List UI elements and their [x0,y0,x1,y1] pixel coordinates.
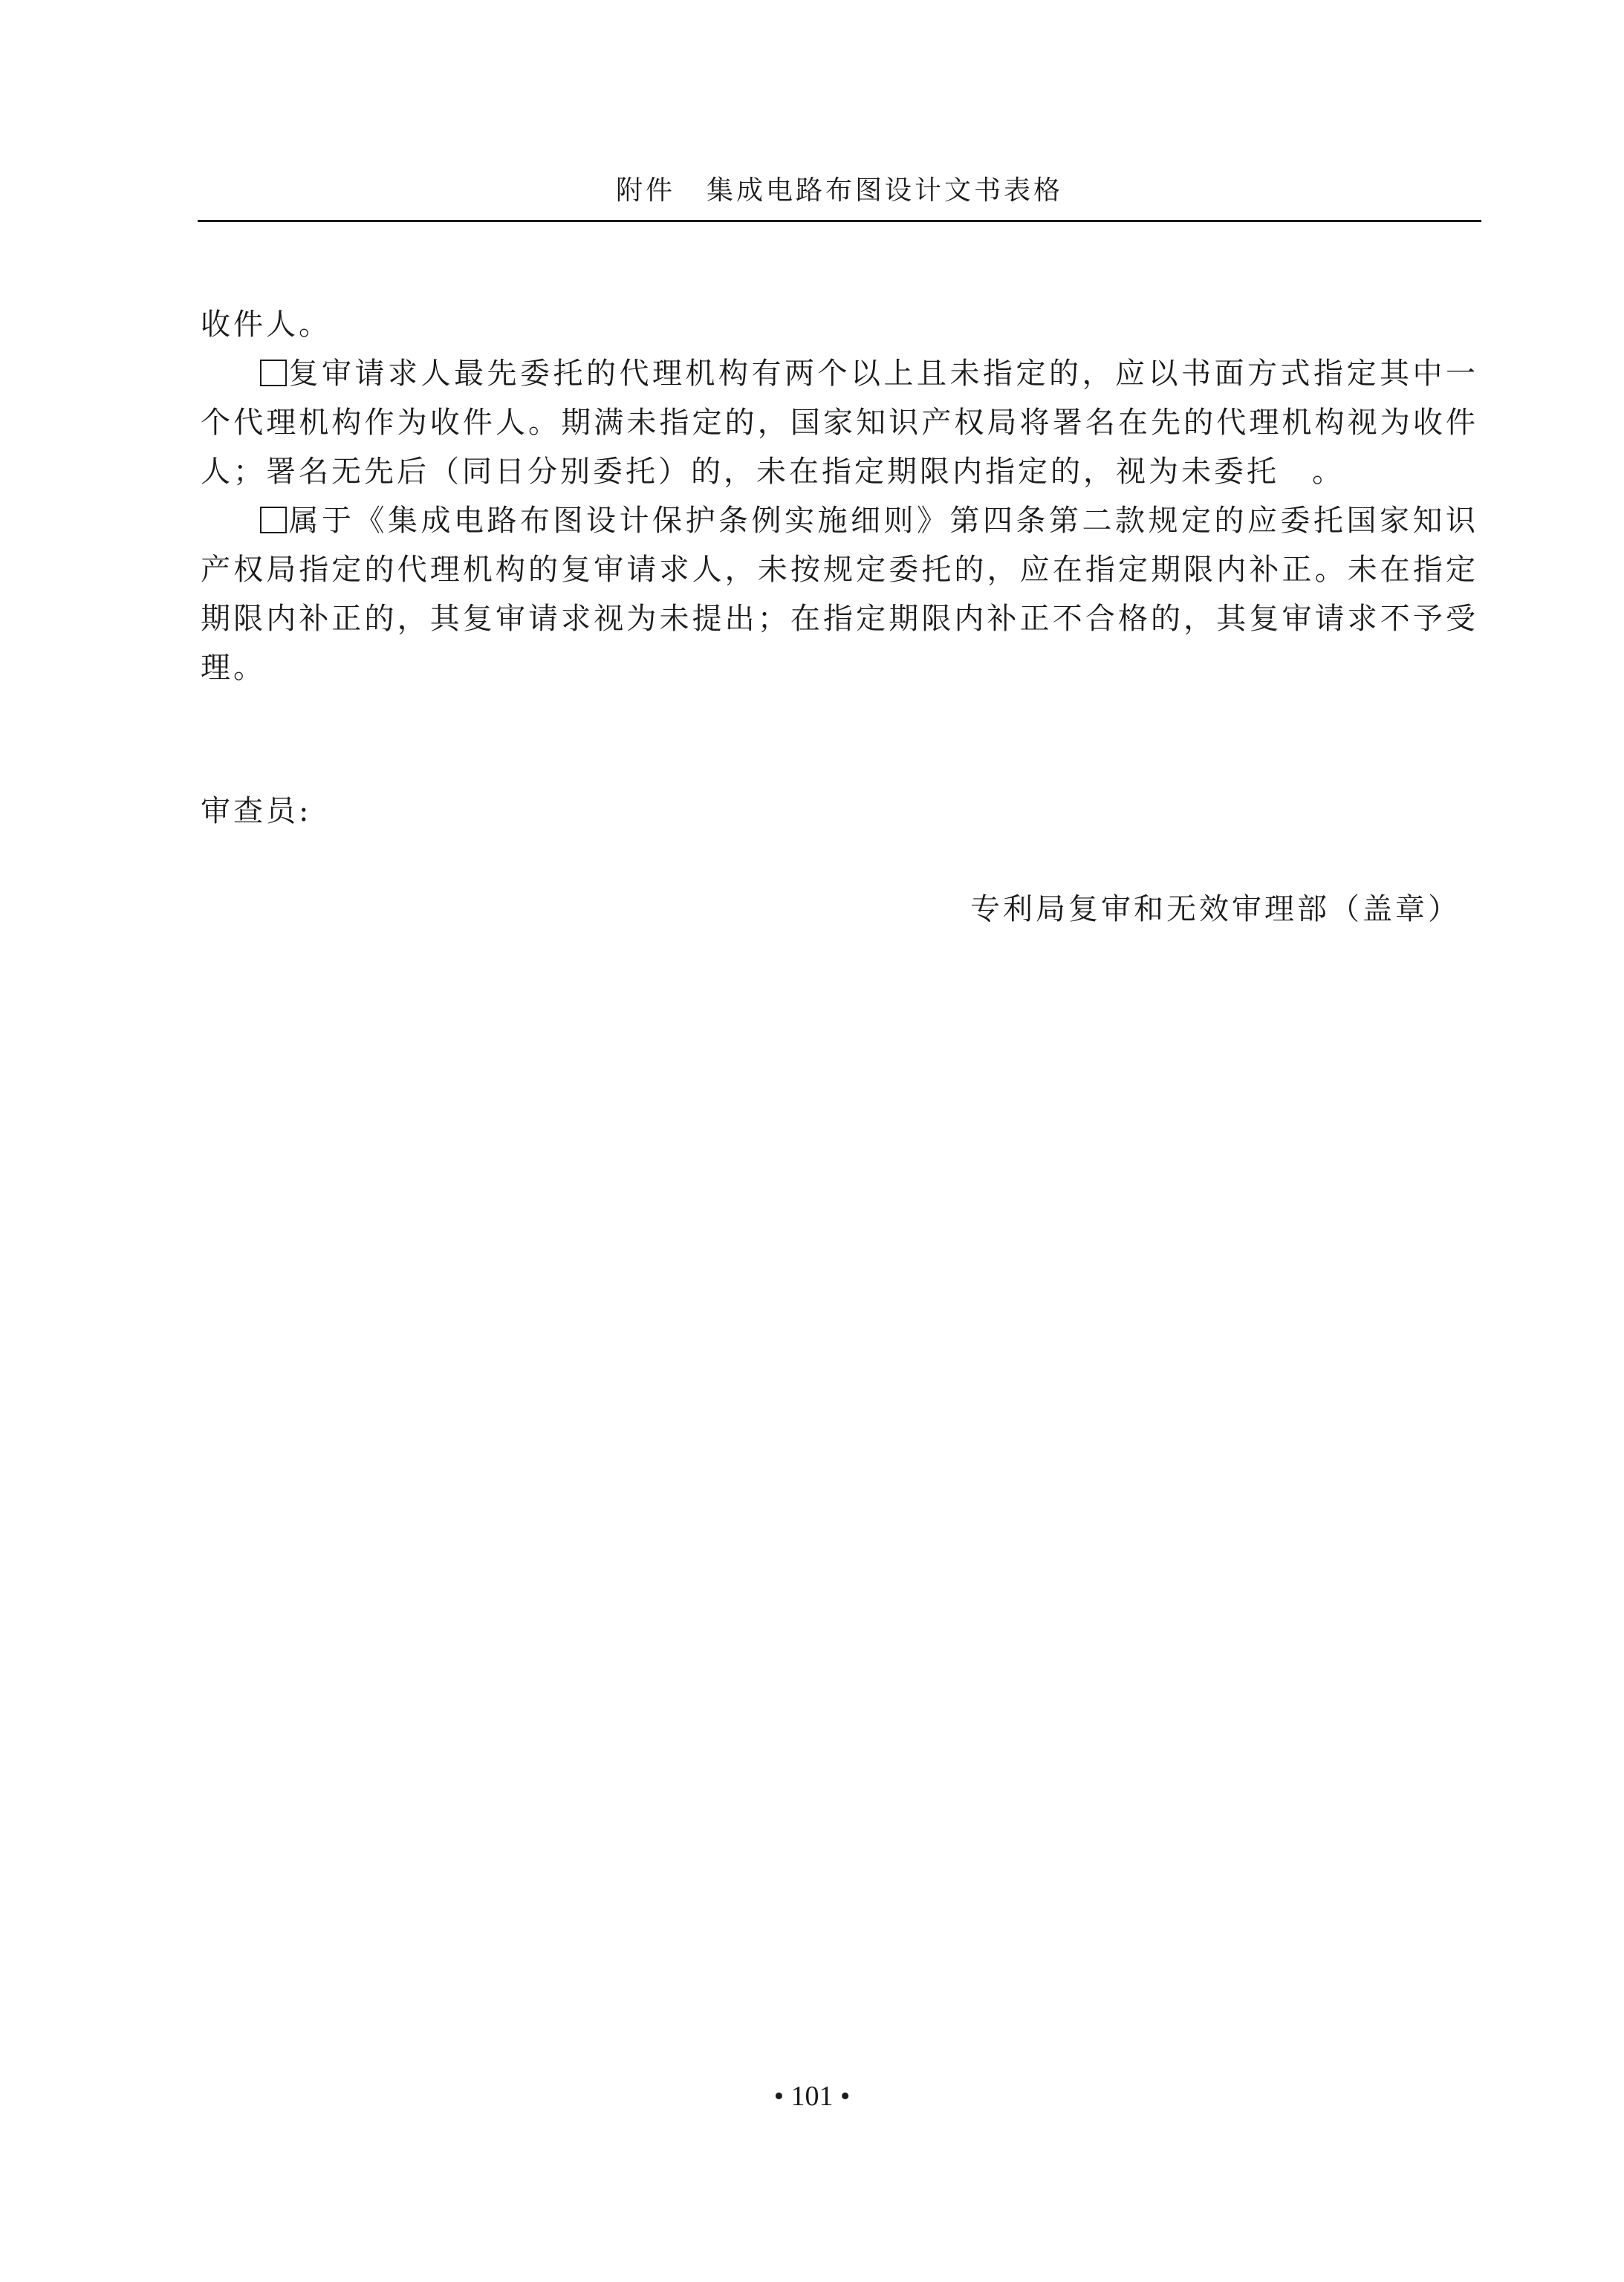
continued-line: 收件人。 [201,308,331,342]
header-title: 集成电路布图设计文书表格 [707,175,1064,206]
paragraph-multiple-agencies-text: 复审请求人最先委托的代理机构有两个以上且未指定的，应以书面方式指定其中一个代理机构作为收件人。期满未指定的，国家知识产权局将署名在先的代理机构视为收件人；署名无先后（同日分别委托）的，未在指定期限内指定的，视为未委托 。 [201,357,1478,489]
header-divider [198,220,1481,222]
paragraph-multiple-agencies [201,349,1478,496]
checkbox-designated-agency[interactable] [260,507,287,533]
paragraph-designated-agency [201,496,1478,692]
checkbox-multiple-agencies[interactable] [260,360,287,386]
examiner-label: 审查员: [201,794,312,828]
department-seal-text: 专利局复审和无效审理部（盖章） [970,892,1461,926]
header-annex-label: 附件 [615,175,675,206]
page-number: • 101 • [773,2081,851,2112]
page-header [198,169,1481,207]
paragraph-designated-agency-text: 属于《集成电路布图设计保护条例实施细则》第四条第二款规定的应委托国家知识产权局指定的代理机构的复审请求人，未按规定委托的，应在指定期限内补正。未在指定期限内补正的，其复审请求视为未提出；在指定期限内补正不合格的，其复审请求不予受理。 [201,504,1478,685]
document-body [201,300,1478,692]
